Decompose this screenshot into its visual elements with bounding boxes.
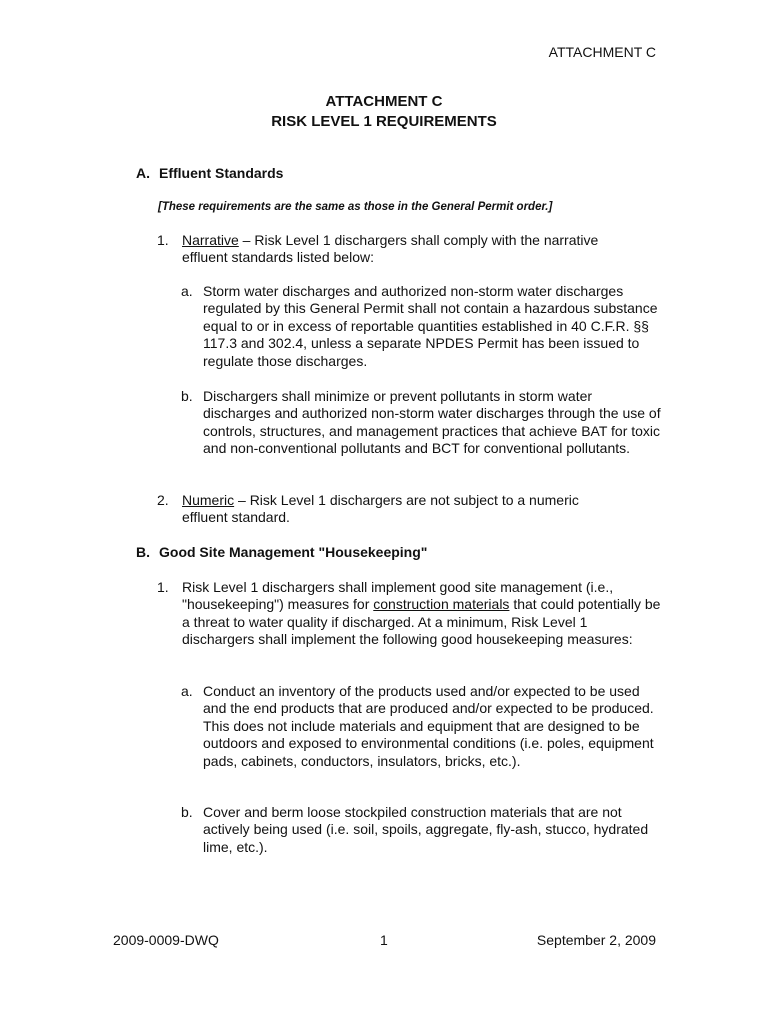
item-number: 1. [157, 232, 169, 248]
footer-date: September 2, 2009 [536, 932, 656, 948]
item-body [182, 492, 627, 527]
section-a-title: Effluent Standards [159, 165, 284, 181]
sub-item-text: Cover and berm loose stockpiled construction materials that are not actively being used (i.e. soil, spoils, aggregate, fly-ash, stucco, hydrated lime, etc.). [203, 804, 649, 855]
sub-item-letter: a. [181, 683, 193, 699]
section-b-item-1-sub-b [181, 804, 663, 856]
section-b-letter: B. [136, 544, 150, 560]
section-a-note: [These requirements are the same as those in the General Permit order.] [158, 201, 553, 213]
item-text: – Risk Level 1 dischargers shall comply with the narrative effluent standards listed below: [182, 232, 599, 266]
section-a-item-1-sub-b [181, 388, 663, 458]
item-text-before: Risk Level 1 dischargers shall implement good site management (i.e., "housekeeping") measures for [182, 579, 614, 613]
item-term-numeric: Numeric [182, 492, 235, 508]
section-a-heading [136, 165, 283, 182]
title-line-1: ATTACHMENT C [325, 93, 443, 110]
item-text-after: that could potentially be a threat to water quality if discharged. At a minimum, Risk Level 1 dischargers shall implement the following good housekeeping measures: [182, 596, 661, 648]
header-attachment-label: ATTACHMENT C [548, 44, 656, 60]
item-body [182, 232, 637, 267]
section-a-item-1 [157, 232, 637, 267]
sub-item-letter: b. [181, 388, 193, 404]
item-term-narrative: Narrative [182, 232, 239, 248]
sub-item-text: Conduct an inventory of the products used and/or expected to be used and the end products that are produced and/or expected to be produced. This does not include materials and equipment that are designed to be outdoors and exposed to environmental conditions (i.e. poles, equipment pads, cabinets, conductors, insulators, bricks, etc.). [203, 683, 654, 769]
sub-item-text: Dischargers shall minimize or prevent pollutants in storm water discharges and authorized non-storm water discharges through the use of controls, structures, and management practices that achieve BAT for toxic and non-conventional pollutants and BCT for conventional pollutants. [203, 388, 661, 457]
section-b-title: Good Site Management "Housekeeping" [159, 544, 428, 560]
section-b-heading [136, 544, 427, 561]
footer-page-number: 1 [380, 932, 388, 948]
section-a-item-2 [157, 492, 627, 527]
item-body [182, 579, 663, 649]
sub-item-letter: a. [181, 283, 193, 299]
title-line-2: RISK LEVEL 1 REQUIREMENTS [271, 113, 497, 130]
sub-item-letter: b. [181, 804, 193, 820]
page-title [0, 92, 768, 132]
section-a-item-1-sub-a [181, 283, 663, 370]
item-number: 1. [157, 579, 169, 595]
item-number: 2. [157, 492, 169, 508]
section-b-item-1-sub-a [181, 683, 663, 770]
sub-item-text: Storm water discharges and authorized non-storm water discharges regulated by this General Permit shall not contain a hazardous substance equal to or in excess of reportable quantities established in 40 C.F.R. §§ 117.3 and 302.4, unless a separate NPDES Permit has been issued to regulate those discharges. [203, 283, 658, 369]
section-a-letter: A. [136, 165, 150, 181]
section-b-item-1 [157, 579, 663, 649]
item-text: – Risk Level 1 dischargers are not subject to a numeric effluent standard. [182, 492, 579, 526]
footer-doc-id: 2009-0009-DWQ [113, 932, 219, 948]
item-term-construction-materials: construction materials [373, 596, 510, 613]
